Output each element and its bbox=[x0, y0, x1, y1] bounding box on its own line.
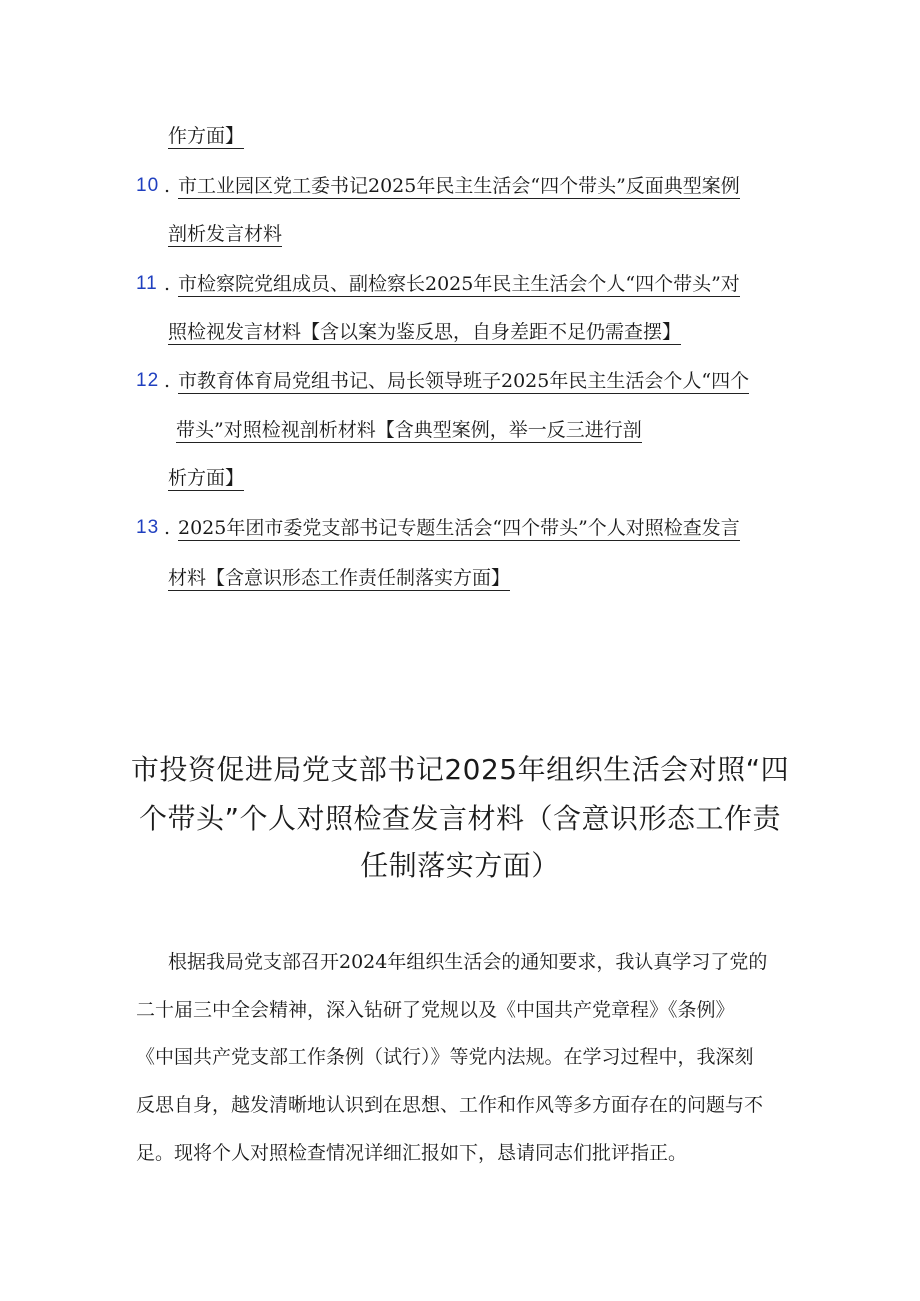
toc-continuation-link[interactable]: 作方面】 bbox=[168, 125, 245, 147]
body-line: 二十届三中全会精神，深入钻研了党规以及《中国共产党章程》《条例》 bbox=[136, 999, 735, 1021]
toc-item-number: 13 bbox=[136, 517, 160, 538]
toc-item-link[interactable]: 析方面】 bbox=[168, 467, 245, 489]
toc-item-number: 11 bbox=[136, 273, 158, 294]
toc-item-dot: . bbox=[164, 370, 171, 392]
toc-item-link[interactable]: 照检视发言材料【含以案为鉴反思，自身差距不足仍需查摆】 bbox=[168, 321, 682, 343]
toc-item-link[interactable]: 带头”对照检视剖析材料【含典型案例，举一反三进行剖 bbox=[176, 419, 642, 441]
toc-item-link[interactable]: 市工业园区党工委书记2025年民主生活会“四个带头”反面典型案例 bbox=[178, 175, 740, 197]
toc-item-line[interactable] bbox=[168, 466, 244, 490]
body-line: 足。现将个人对照检查情况详细汇报如下，恳请同志们批评指正。 bbox=[136, 1142, 688, 1164]
body-line: 根据我局党支部召开2024年组织生活会的通知要求，我认真学习了党的 bbox=[168, 951, 768, 973]
title-line: 任制落实方面） bbox=[360, 849, 560, 882]
toc-item-link[interactable]: 市检察院党组成员、副检察长2025年民主生活会个人“四个带头”对 bbox=[178, 273, 740, 295]
toc-item-link[interactable]: 材料【含意识形态工作责任制落实方面】 bbox=[168, 567, 511, 589]
body-line: 《中国共产党支部工作条例（试行）》等党内法规。在学习过程中，我深刻 bbox=[136, 1046, 754, 1068]
toc-item-line[interactable] bbox=[178, 272, 740, 296]
body-line: 反思自身，越发清晰地认识到在思想、工作和作风等多方面存在的问题与不 bbox=[136, 1094, 764, 1116]
toc-item-dot: . bbox=[164, 175, 171, 197]
toc-item-dot: . bbox=[164, 273, 171, 295]
toc-item-number: 12 bbox=[136, 370, 160, 391]
toc-continuation[interactable] bbox=[168, 124, 244, 148]
toc-item-line[interactable] bbox=[178, 174, 740, 198]
toc-item-link[interactable]: 2025年团市委党支部书记专题生活会“四个带头”个人对照检查发言 bbox=[178, 517, 740, 539]
toc-item-line[interactable] bbox=[178, 516, 740, 540]
toc-item-line[interactable] bbox=[178, 369, 749, 393]
title-line: 市投资促进局党支部书记2025年组织生活会对照“四 bbox=[130, 753, 790, 786]
toc-item-line[interactable] bbox=[176, 418, 642, 442]
toc-item-line[interactable] bbox=[168, 222, 282, 246]
toc-item-link[interactable]: 市教育体育局党组书记、局长领导班子2025年民主生活会个人“四个 bbox=[178, 370, 750, 392]
toc-item-number: 10 bbox=[136, 175, 160, 196]
toc-item-dot: . bbox=[164, 517, 171, 539]
toc-item-line[interactable] bbox=[168, 566, 510, 590]
title-line: 个带头”个人对照检查发言材料（含意识形态工作责 bbox=[138, 802, 781, 835]
toc-item-line[interactable] bbox=[168, 320, 681, 344]
toc-item-link[interactable]: 剖析发言材料 bbox=[168, 223, 283, 245]
